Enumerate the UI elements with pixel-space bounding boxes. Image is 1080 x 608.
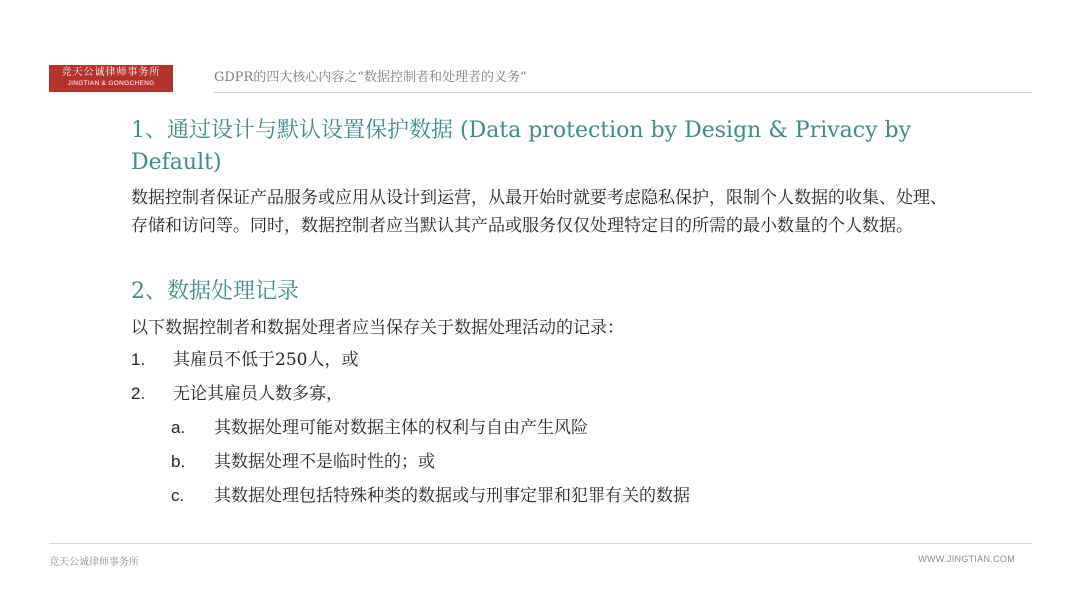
sub-list-item-text: 其数据处理包括特殊种类的数据或与刑事定罪和犯罪有关的数据 — [214, 486, 690, 506]
sub-list-item-letter: a. — [171, 418, 186, 437]
sub-list-item-letter: c. — [171, 486, 185, 505]
sub-list-item — [171, 414, 588, 442]
list-item — [131, 380, 343, 408]
sub-list-item-letter: b. — [171, 452, 186, 471]
list-item-number: 2. — [131, 384, 146, 403]
list-item-text: 其雇员不低于250人，或 — [173, 350, 359, 370]
list-item — [131, 346, 358, 374]
list-item-text: 无论其雇员人数多寡， — [173, 384, 343, 404]
sub-list-item — [171, 482, 690, 510]
section2-intro: 以下数据控制者和数据处理者应当保存关于数据处理活动的记录： — [131, 318, 624, 338]
sub-list-item-text: 其数据处理不是临时性的；或 — [214, 452, 435, 472]
sub-list-item — [171, 448, 435, 476]
footer-divider — [49, 543, 1032, 544]
section1-heading: 1、通过设计与默认设置保护数据 (Data protection by Design & Privacy by Default) — [131, 118, 912, 175]
slide-header-title: GDPR的四大核心内容之“数据控制者和处理者的义务” — [214, 70, 527, 85]
logo-english-name: JINGTIAN & GONGCHENG — [67, 80, 155, 87]
logo-chinese-name: 竞天公诚律师事务所 — [61, 67, 161, 78]
section1-body: 数据控制者保证产品服务或应用从设计到运营，从最开始时就要考虑隐私保护，限制个人数据的收集、处理、存储和访问等。同时，数据控制者应当默认其产品或服务仅仅处理特定目的所需的最小数量的个人数据。 — [131, 188, 947, 236]
section2-heading: 2、数据处理记录 — [131, 279, 299, 304]
list-item-number: 1. — [131, 350, 146, 369]
footer-website: WWW.JINGTIAN.COM — [918, 554, 1015, 564]
footer-firm-name: 竞天公诚律师事务所 — [49, 557, 139, 568]
sub-list-item-text: 其数据处理可能对数据主体的权利与自由产生风险 — [214, 418, 588, 438]
firm-logo — [49, 65, 173, 92]
header-divider — [214, 92, 1032, 93]
